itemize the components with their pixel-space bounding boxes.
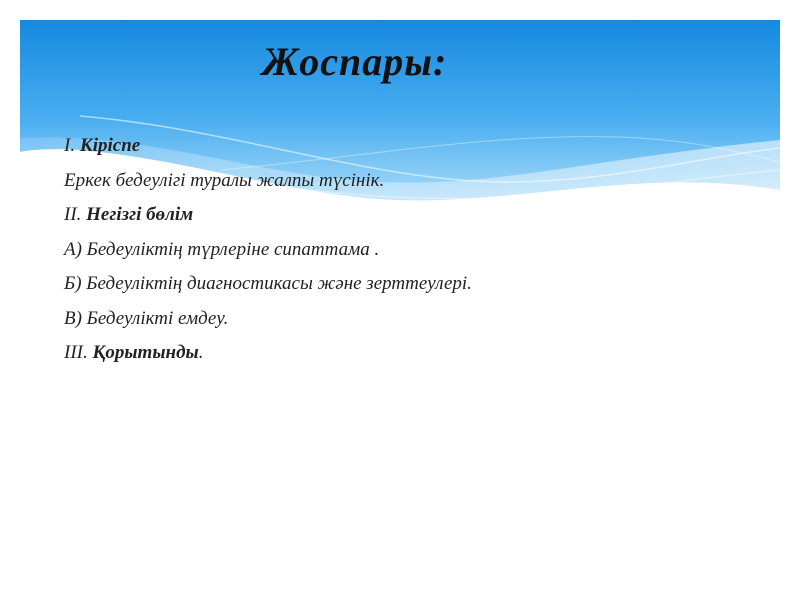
outline-item-types bbox=[64, 238, 472, 273]
outline-list bbox=[64, 134, 472, 376]
line-suffix: . bbox=[198, 342, 204, 363]
slide-title: Жоспары: bbox=[262, 39, 448, 84]
outline-item-diagnostics bbox=[64, 272, 472, 307]
line-prefix: А) Бедеуліктің түрлеріне сипаттама . bbox=[64, 238, 380, 260]
outline-item-main-part bbox=[64, 203, 472, 238]
line-prefix: Б) Бедеуліктің диагностикасы және зерттеулері. bbox=[64, 273, 472, 294]
line-strong: Қорытынды bbox=[92, 342, 199, 363]
outline-item-general-concept bbox=[64, 169, 472, 204]
line-prefix: В) Бедеулікті емдеу. bbox=[64, 307, 229, 329]
outline-item-conclusion bbox=[64, 341, 472, 376]
line-prefix: II. bbox=[64, 204, 87, 225]
outline-item-intro bbox=[64, 134, 472, 169]
outline-item-treatment bbox=[64, 307, 472, 342]
line-prefix: Еркек бедеулігі туралы жалпы түсінік. bbox=[64, 169, 385, 191]
line-prefix: III. bbox=[64, 342, 93, 363]
line-prefix: I. bbox=[64, 135, 80, 156]
line-strong: Кіріспе bbox=[79, 135, 141, 156]
line-strong: Негізгі бөлім bbox=[86, 204, 194, 225]
